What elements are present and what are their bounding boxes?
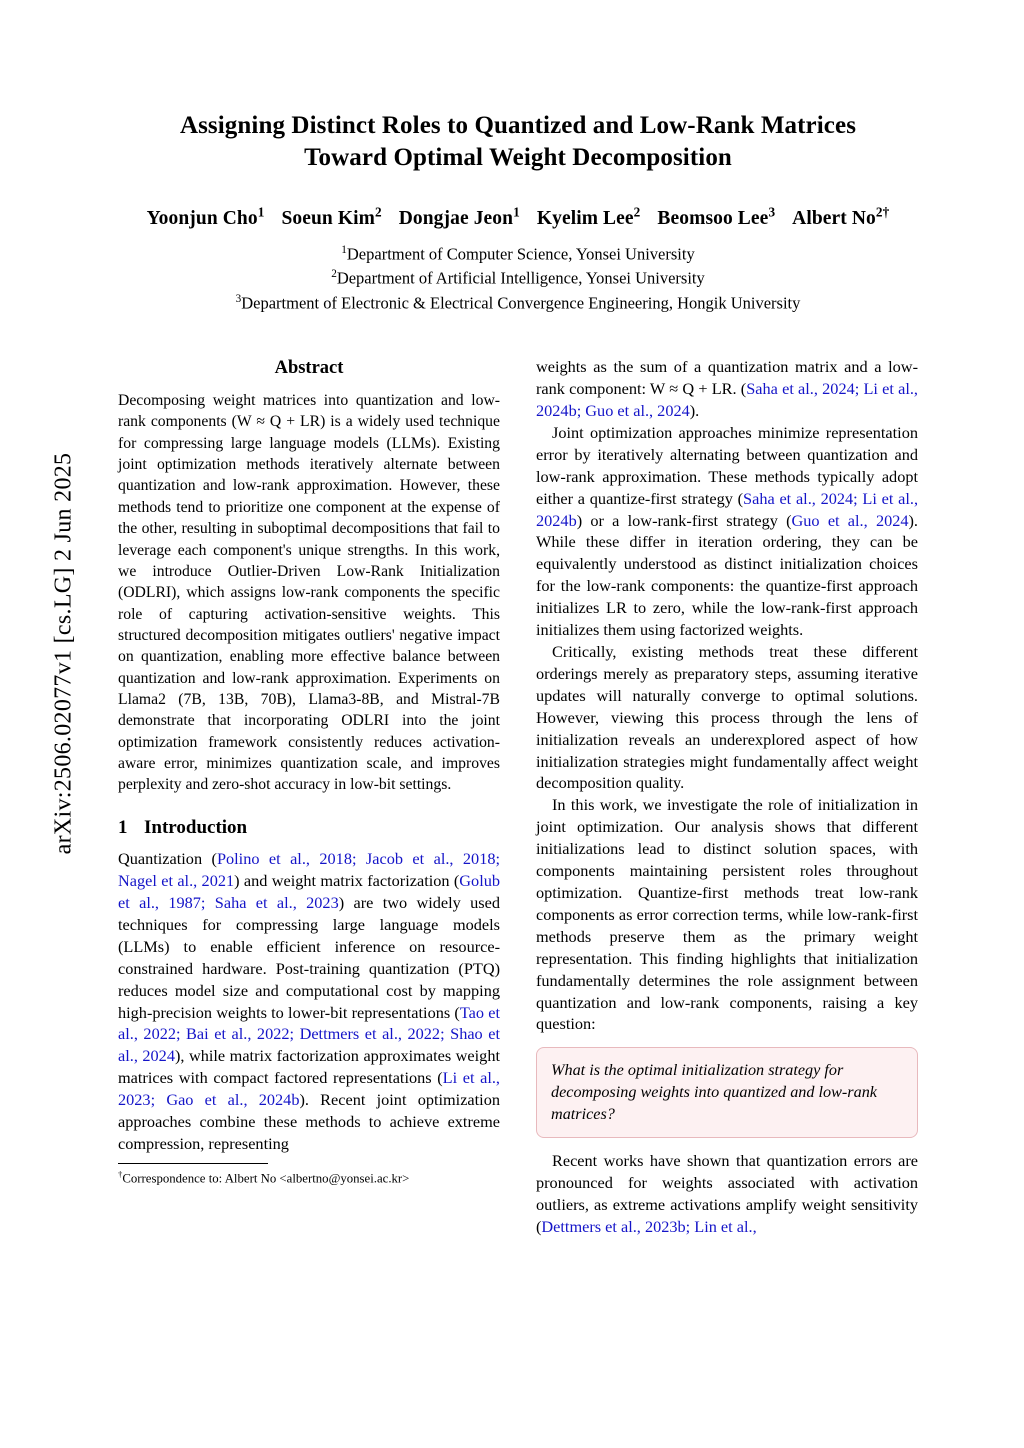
section-number: 1 — [118, 816, 128, 838]
author-affil-marker: 2† — [875, 204, 890, 219]
citation-link[interactable]: Dettmers et al., 2023b; Lin et al., — [541, 1217, 757, 1237]
right-paragraph-2: Joint optimization approaches minimize representation error by iteratively alternating between quantization and low-rank approximation. These methods typically adopt either a quantize-first strategy (Saha et al., 2024; Li et al., 2024b) or a low-rank-first strategy (Guo et al., 2024). While these differ in iteration ordering, they can be equivalently understood as distinct initialization choices for the low-rank components: the quantize-first approach initializes LR to zero, while the low-rank-first approach initializes them using factorized weights. — [536, 422, 919, 640]
author-affil-marker: 3 — [768, 204, 776, 219]
intro-paragraph-1: Quantization (Polino et al., 2018; Jacob et al., 2018; Nagel et al., 2021) and weight matrix factorization (Golub et al., 1987; Saha et al., 2023) are two widely used techniques for compressing large language models (LLMs) to enable efficient inference on resource-constrained hardware. Post-training quantization (PTQ) reduces model size and computational cost by mapping high-precision weights to lower-bit representations (Tao et al., 2022; Bai et al., 2022; Dettmers et al., 2022; Shao et al., 2024), while matrix factorization approximates weight matrices with compact factored representations (Li et al., 2023; Gao et al., 2024b). Recent joint optimization approaches combine these methods to achieve extreme compression, representing — [118, 849, 501, 1153]
two-column-body — [118, 356, 918, 1238]
right-paragraph-4: In this work, we investigate the role of initialization in joint optimization. Our analysis shows that different initializations lead to distinct solution spaces, with components maintaining persistent roles throughout optimization. Quantize-first methods treat low-rank components as error correction terms, while low-rank-first methods preserve them as the primary weight representation. This finding highlights that initialization fundamentally determines the role assignment between quantization and low-rank components, raising a key question: — [536, 795, 918, 1034]
footnote-marker: † — [118, 1168, 123, 1179]
footnote — [118, 1169, 500, 1187]
title-line-2: Toward Optimal Weight Decomposition — [304, 144, 732, 171]
right-paragraph-5: Recent works have shown that quantization errors are pronounced for weights associated with activation outliers, as extreme activations amplify weight sensitivity (Dettmers et al., 2023b; Lin et al., — [536, 1151, 918, 1237]
affiliation-list — [118, 242, 918, 317]
author-affil-marker: 2 — [633, 204, 641, 219]
author: Albert $No^{2\dagger}$ — [792, 204, 890, 229]
author: Beomsoo Lee$^3$ — [657, 204, 776, 229]
page-title — [118, 110, 918, 174]
footnote-divider — [118, 1163, 268, 1164]
affiliation: $^3$Department of Electronic & Electrical Convergence Engineering, Hongik University — [235, 293, 801, 313]
citation-link[interactable]: Li et al., 2023; Gao et al., 2024b — [118, 1068, 501, 1110]
right-paragraph-3: Critically, existing methods treat these different orderings merely as preparatory steps, assuming iterative updates will naturally converge to optimal solutions. However, viewing this process through the lens of initialization reveals an underexplored aspect of how initialization strategies might fundamentally affect weight decomposition quality. — [536, 642, 918, 793]
author: Dongjae Jeon$^1$ — [398, 204, 520, 229]
author-list — [118, 204, 918, 230]
right-column — [536, 356, 918, 1238]
citation-link[interactable]: Saha et al., 2024; Li et al., 2024b; Guo et al., 2024 — [536, 379, 918, 421]
author-affil-marker: 1 — [257, 204, 265, 219]
left-column — [118, 356, 500, 1187]
abstract-heading: Abstract — [274, 358, 344, 379]
section-heading-introduction — [118, 815, 500, 841]
footnote-text: Correspondence to: Albert No <albertno@yonsei.ac.kr> — [122, 1171, 410, 1186]
author-affil-marker: 2 — [374, 204, 382, 219]
abstract-body: Decomposing weight matrices into quantization and low-rank components (W ≈ Q + LR) is a widely used technique for compressing large language models (LLMs). Existing joint optimization methods iteratively alternate between quantization and low-rank approximation. However, these methods tend to prioritize one component at the expense of the other, resulting in suboptimal decompositions that fail to leverage each component's unique strengths. In this work, we introduce Outlier-Driven Low-Rank Initialization (ODLRI), which assigns low-rank components the specific role of capturing activation-sensitive weights. This structured decomposition mitigates outliers' negative impact on quantization, enabling more effective balance between quantization and low-rank approximation. Experiments on Llama2 (7B, 13B, 70B), Llama3-8B, and Mistral-7B demonstrate that incorporating ODLRI into the joint optimization framework consistently reduces activation-aware error, minimizes quantization scale, and improves perplexity and zero-shot accuracy in low-bit settings. — [118, 392, 500, 794]
author: Yoonjun Cho$^1$ — [146, 204, 265, 229]
paper-content — [118, 110, 918, 1238]
right-paragraph-1: weights as the sum of a quantization matrix and a low-rank component: W ≈ Q + LR. (Saha et al., 2024; Li et al., 2024b; Guo et al., 2024). — [536, 357, 918, 421]
citation-link[interactable]: Guo et al., 2024 — [791, 510, 909, 530]
section-title: Introduction — [144, 816, 248, 838]
citation-link[interactable]: Golub et al., 1987; Saha et al., 2023 — [118, 871, 500, 912]
author: Kyelim Lee$^2$ — [536, 204, 641, 229]
citation-link[interactable]: Tao et al., 2022; Bai et al., 2022; Dettmers et al., 2022; Shao et al., 2024 — [118, 1002, 500, 1066]
citation-link[interactable]: Saha et al., 2024; Li et al., 2024b — [536, 488, 919, 530]
title-line-1: Assigning Distinct Roles to Quantized and Low-Rank Matrices — [179, 112, 857, 139]
affiliation: $^1$Department of Computer Science, Yonsei University — [341, 243, 695, 263]
arxiv-stamp: arXiv:2506.02077v1 [cs.LG] 2 Jun 2025 — [50, 452, 77, 855]
author-affil-marker: 1 — [513, 204, 520, 219]
key-question-callout: What is the optimal initialization strategy for decomposing weights into quantized and low-rank matrices? — [536, 1047, 918, 1138]
author: Soeun Kim$^2$ — [281, 204, 382, 229]
affiliation: $^2$Department of Artificial Intelligence, Yonsei University — [331, 268, 705, 288]
citation-link[interactable]: Polino et al., 2018; Jacob et al., 2018; Nagel et al., 2021 — [118, 849, 500, 891]
